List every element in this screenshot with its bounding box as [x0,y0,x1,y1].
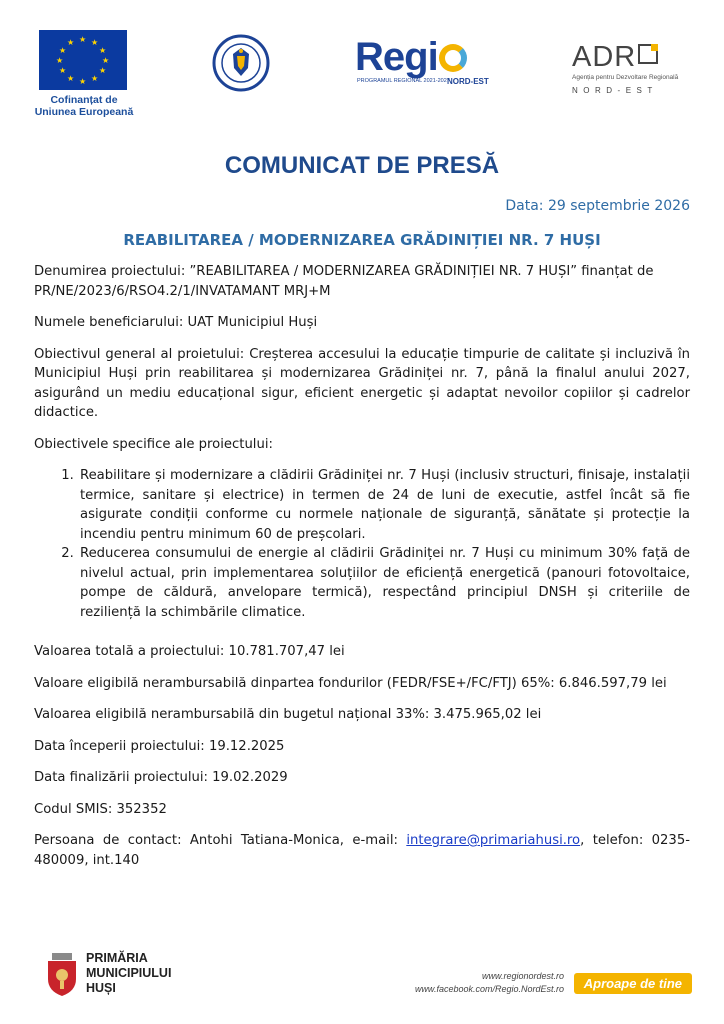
eligible-eu-value: Valoare eligibilă nerambursabilă dinpartea fondurilor (FEDR/FSE+/FC/FTJ) 65%: 6.846.597,79 lei [34,675,667,691]
specific-objectives-list [56,466,690,622]
contact-suffix: , telefon: 0235-480009, int.140 [34,833,690,868]
eu-caption-line2: Uniunea Europeană [34,106,134,118]
adr-word: ADR [572,41,637,73]
adr-region: NORD-EST [572,86,658,95]
facebook-link[interactable]: www.facebook.com/Regio.NordEst.ro [414,984,564,994]
general-objective: Obiectivul general al proietului: Creșterea accesului la educație timpurie de calitate și incluzivă în Municipiul Huși prin reabilitarea și modernizarea Grădiniței nr. 7, până la finalul anului 2027, asigurând un mediu educațional sigur, eficient energetic și adaptat nevoilor copiilor și cadrelor didactice. [34,346,690,420]
list-item: 2. Reducerea consumului de energie al clădirii Grădiniței nr. 7 Huși cu minimum 30% față de nivelul actual, prin implementarea soluțiilor de eficiență energetică (panouri fotovoltaice, pompe de căldură, anvelopare termică), respectând principiul DNSH și criteriile de reziliență la schimbările climatice. [78,544,690,622]
eu-flag-icon: ★ ★ ★ ★ ★ ★ ★ ★ ★ ★ ★ ★ [39,30,127,90]
eu-caption [34,94,134,118]
total-value: Valoarea totală a proiectului: 10.781.707,47 lei [34,644,345,659]
end-date: Data finalizării proiectului: 19.02.2029 [34,770,288,785]
regio-logo [355,36,495,96]
press-body [34,262,690,882]
page-title: COMUNICAT DE PRESĂ [224,152,500,179]
contact-info [34,831,690,870]
project-name: Denumirea proiectului: ”REABILITAREA / MODERNIZAREA GRĂDINIȚIEI NR. 7 HUȘI” finanțat de PR/NE/2023/6/RSO4.2/1/INVATAMANT MRJ+M [34,264,654,299]
primaria-logo-text [86,951,171,996]
eu-caption-line1: Cofinanțat de [50,94,118,106]
smis-code: Codul SMIS: 352352 [34,801,167,817]
header-logos [0,0,724,130]
contact-prefix: Persoana de contact: Antohi Tatiana-Monica, e-mail: [34,833,407,848]
contact-email-link[interactable]: integrare@primariahusi.ro [406,833,581,848]
adr-subtitle: Agenția pentru Dezvoltare Regională [572,74,679,81]
regio-o-icon [439,44,467,72]
list-item: 1. Reabilitare și modernizare a clădirii Grădiniței nr. 7 Huși (inclusiv structuri, finisaje, instalații termice, sanitare și electrice) in termen de 24 de luni de executie, astfel încât să fie asigurate condiții conforme cu normele naționale de siguranță, sănătate și protecție la incendiu pentru minimum 60 de preșcolari. [78,466,690,544]
husi-coat-of-arms-icon [44,953,80,997]
slogan-badge: Aproape de tine [574,973,692,994]
primaria-line1: PRIMĂRIA [86,951,148,965]
primaria-line2: MUNICIPIULUI [86,966,172,980]
adr-square-icon [638,44,658,64]
adr-logo [572,42,692,95]
regio-sub-right: NORD-EST [447,77,489,86]
start-date: Data începerii proiectului: 19.12.2025 [34,738,285,754]
primaria-line3: HUȘI [86,981,116,995]
regio-sub-left: PROGRAMUL REGIONAL 2021-2027 [357,78,450,84]
footer-urls [415,970,564,996]
specific-objectives-heading: Obiectivele specifice ale proiectului: [34,436,273,452]
gov-seal-icon [212,34,270,92]
beneficiary: Numele beneficiarului: UAT Municipiul Huși [34,315,318,330]
eu-logo [34,30,134,118]
footer [0,945,724,1024]
press-date: Data: 29 septembrie 2026 [505,198,690,214]
regio-word: Regi [355,35,438,79]
project-subtitle: REABILITAREA / MODERNIZAREA GRĂDINIȚIEI NR. 7 HUȘI [123,231,601,249]
regio-website-link[interactable]: www.regionordest.ro [481,971,564,981]
eligible-national-value: Valoarea eligibilă nerambursabilă din bugetul național 33%: 3.475.965,02 lei [34,707,542,722]
